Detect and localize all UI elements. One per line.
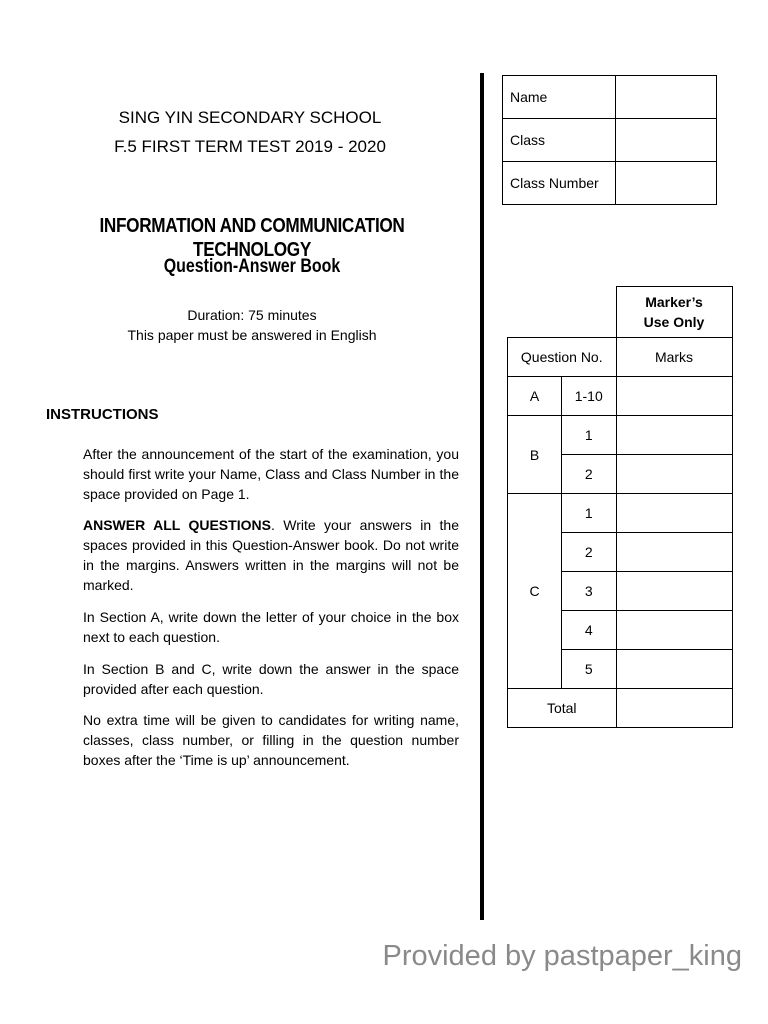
- instruction-paragraph-2-text: . Write your answers in the spaces provided in this Question-Answer book. Do not write in the margins. Answers written in the margins will not be marked.: [83, 517, 459, 593]
- markers-use-line-2: Use Only: [643, 314, 705, 330]
- marks-cell-b1[interactable]: [616, 416, 732, 455]
- marks-cell-b2[interactable]: [616, 455, 732, 494]
- class-number-label: Class Number: [503, 162, 616, 205]
- section-b-question-2: 2: [562, 455, 617, 494]
- instruction-paragraph-5: No extra time will be given to candidates for writing name, classes, class number, or filling in the question number boxes after the ‘Time is up’ announcement.: [83, 712, 459, 768]
- instruction-emphasis: ANSWER ALL QUESTIONS: [83, 517, 271, 533]
- instruction-paragraph-4: In Section B and C, write down the answer in the space provided after each question.: [83, 661, 459, 697]
- section-c-question-3: 3: [562, 572, 617, 611]
- instructions-heading: INSTRUCTIONS: [46, 406, 159, 423]
- empty-cell: [562, 287, 617, 338]
- question-no-header: Question No.: [508, 338, 617, 377]
- section-c-label: C: [508, 494, 562, 689]
- class-label: Class: [503, 119, 616, 162]
- vertical-divider: [480, 73, 484, 920]
- class-field[interactable]: [616, 119, 717, 162]
- marks-cell-total[interactable]: [616, 689, 732, 728]
- section-c-question-5: 5: [562, 650, 617, 689]
- section-b-question-1: 1: [562, 416, 617, 455]
- table-row: [503, 119, 717, 162]
- marks-cell-c2[interactable]: [616, 533, 732, 572]
- section-b-label: B: [508, 416, 562, 494]
- marks-cell-c3[interactable]: [616, 572, 732, 611]
- empty-cell: [508, 287, 562, 338]
- instruction-paragraph-1: After the announcement of the start of the examination, you should first write your Name, Class and Class Number in the space provided on Page 1.: [83, 446, 459, 502]
- section-a-label: A: [508, 377, 562, 416]
- markers-use-header: [616, 287, 732, 338]
- section-c-question-2: 2: [562, 533, 617, 572]
- candidate-info-table: [502, 75, 717, 205]
- marks-cell-c1[interactable]: [616, 494, 732, 533]
- language-text: This paper must be answered in English: [127, 327, 377, 343]
- table-row: [503, 76, 717, 119]
- markers-use-line-1: Marker’s: [645, 294, 703, 310]
- name-field[interactable]: [616, 76, 717, 119]
- instruction-paragraph-3: In Section A, write down the letter of your choice in the box next to each question.: [83, 609, 459, 645]
- duration-text: Duration: 75 minutes: [187, 307, 317, 323]
- school-name: SING YIN SECONDARY SCHOOL: [118, 108, 382, 127]
- watermark-text: Provided by pastpaper_king: [382, 940, 742, 972]
- section-a-range: 1-10: [562, 377, 617, 416]
- table-row: [508, 338, 733, 377]
- table-row: [503, 162, 717, 205]
- book-title: Question-Answer Book: [163, 256, 341, 277]
- class-number-field[interactable]: [616, 162, 717, 205]
- marks-cell-a[interactable]: [616, 377, 732, 416]
- marks-table: [507, 286, 733, 728]
- marks-cell-c4[interactable]: [616, 611, 732, 650]
- test-title: F.5 FIRST TERM TEST 2019 - 2020: [114, 137, 386, 156]
- table-row: [508, 287, 733, 338]
- section-c-question-1: 1: [562, 494, 617, 533]
- total-label: Total: [508, 689, 617, 728]
- subject-title: INFORMATION AND COMMUNICATION TECHNOLOGY: [99, 215, 405, 261]
- instruction-paragraph-2: [83, 515, 459, 595]
- table-row: [508, 377, 733, 416]
- table-row: [508, 494, 733, 533]
- name-label: Name: [503, 76, 616, 119]
- table-row: [508, 416, 733, 455]
- marks-header: Marks: [616, 338, 732, 377]
- table-row: [508, 689, 733, 728]
- marks-cell-c5[interactable]: [616, 650, 732, 689]
- section-c-question-4: 4: [562, 611, 617, 650]
